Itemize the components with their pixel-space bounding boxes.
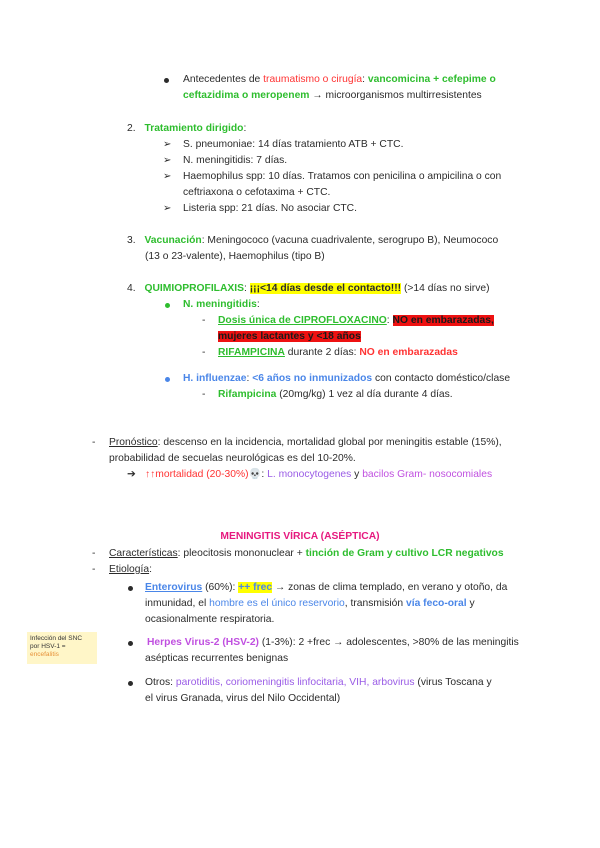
skull-icon: 💀 — [248, 469, 262, 480]
text: con contacto doméstico/clase — [372, 373, 511, 384]
text: : — [243, 123, 247, 134]
sticky-note-line: encefalitis — [30, 651, 59, 658]
list-item-text: S. pneumoniae: 14 días tratamiento ATB + CTC. — [183, 139, 404, 150]
h-influenzae-label: H. influenzae — [183, 373, 247, 384]
list-item — [163, 153, 288, 169]
etiologia-line — [109, 562, 152, 578]
warning-text: NO en embarazadas — [359, 347, 458, 358]
list-number: 2. — [127, 123, 136, 134]
herpes-line-1 — [147, 635, 519, 651]
text: : — [362, 74, 368, 85]
text: : — [149, 564, 152, 575]
item-3-line-2: (13 o 23-valente), Haemophilus (tipo B) — [145, 251, 325, 262]
list-item — [163, 169, 502, 185]
text: (1-3%): 2 +frec → adolescentes, >80% de las meningitis — [258, 637, 519, 648]
bullet-dot-icon — [164, 78, 169, 83]
herpes-line-2: asépticas recurrentes benignas — [145, 653, 289, 664]
pronostico-label: Pronóstico — [109, 437, 158, 448]
list-item-text: ceftriaxona o cefotaxima + CTC. — [183, 187, 331, 198]
tratamiento-dirigido-heading: Tratamiento dirigido — [144, 123, 244, 134]
vacunacion-heading: Vacunación — [144, 235, 202, 246]
text: : descenso en la incidencia, mortalidad global por meningitis estable (15%), — [157, 437, 502, 448]
virus-list-text: parotiditis, coriomeningitis linfocitaria, VIH, arbovirus — [175, 677, 415, 688]
pathogen-text: bacilos Gram- nosocomiales — [362, 469, 493, 480]
quimioprofilaxis-heading: QUIMIOPROFILAXIS — [144, 283, 245, 294]
bullet-dot-icon — [165, 377, 170, 382]
ciprofloxacino-line-1 — [218, 313, 494, 329]
enterovirus-line-1 — [145, 580, 507, 596]
dash-bullet: - — [92, 548, 96, 559]
enterovirus-line-3: ocasionalmente respiratoria. — [145, 614, 275, 625]
text: Antecedentes de — [183, 74, 264, 85]
list-item — [163, 137, 404, 153]
text: → microorganismos multirresistentes — [309, 90, 482, 101]
list-item-text: Listeria spp: 21 días. No asociar CTC. — [183, 203, 357, 214]
text: Otros: — [145, 677, 176, 688]
enterovirus-text: Enterovirus — [145, 582, 203, 593]
text: (virus Toscana y — [414, 677, 492, 688]
highlight-text: ++ frec — [238, 582, 273, 593]
caracteristicas-line — [109, 546, 504, 562]
section-title: MENINGITIS VÍRICA (ASÉPTICA) — [220, 531, 380, 542]
arrow-icon: ➔ — [127, 469, 136, 480]
arrow-bullet-icon: ➢ — [163, 171, 172, 182]
highlight-text: <6 años no inmunizados — [252, 373, 373, 384]
antibiotics-text: vancomicina + cefepime o — [367, 74, 496, 85]
list-number: 3. — [127, 235, 136, 246]
hi-line — [183, 371, 510, 387]
pathogen-text: L. monocytogenes — [267, 469, 352, 480]
text: durante 2 días: — [284, 347, 360, 358]
otros-line-1 — [145, 675, 492, 691]
dash-bullet: - — [92, 437, 96, 448]
bullet-dot-icon — [128, 641, 133, 646]
mortalidad-text: ↑↑mortalidad (20-30%) — [145, 469, 249, 480]
otros-line-2: el virus Granada, virus del Nilo Occidental) — [145, 693, 341, 704]
text: (>14 días no sirve) — [401, 283, 490, 294]
highlight-text: hombre es el único reservorio — [209, 598, 345, 609]
dash-bullet: - — [202, 315, 206, 326]
etiologia-label: Etiología — [109, 564, 150, 575]
n-meningitidis-label: N. meningitidis — [183, 299, 257, 310]
arrow-bullet-icon: ➢ — [163, 139, 172, 150]
list-item-text: N. meningitidis: 7 días. — [183, 155, 288, 166]
bullet-dot-icon — [165, 303, 170, 308]
pronostico-line-2: probabilidad de secuelas neurológicas es del 10-20%. — [109, 453, 356, 464]
text: : — [244, 283, 250, 294]
mortalidad-line — [145, 467, 492, 483]
text: : Meningococo (vacuna cuadrivalente, serogrupo B), Neumococo — [201, 235, 499, 246]
text: → zonas de clima templado, en verano y otoño, da — [272, 582, 508, 593]
text: : pleocitosis mononuclear + — [177, 548, 306, 559]
trauma-text: traumatismo o cirugía — [263, 74, 363, 85]
dash-bullet: - — [92, 564, 96, 575]
caracteristicas-label: Características — [109, 548, 178, 559]
text: (20mg/kg) 1 vez al día durante 4 días. — [276, 389, 453, 400]
list-item — [163, 201, 357, 217]
bullet-dot-icon — [128, 681, 133, 686]
sticky-note — [27, 632, 97, 664]
rifampicina-text: Rifampicina — [218, 389, 277, 400]
item-2-heading — [127, 121, 246, 137]
text: , transmisión — [344, 598, 406, 609]
item-4-heading — [127, 281, 490, 297]
list-item-text: Haemophilus spp: 10 días. Tratamos con penicilina o ampicilina o con — [183, 171, 502, 182]
text: y — [351, 469, 363, 480]
dash-bullet: - — [202, 389, 206, 400]
sticky-note-line: Infección del SNC — [30, 635, 83, 642]
dash-bullet: - — [202, 347, 206, 358]
text: : — [261, 469, 268, 480]
text: inmunidad, el — [145, 598, 210, 609]
rifampicina-hi-line — [218, 387, 453, 403]
text: : — [386, 315, 393, 326]
text: Dosis única de — [218, 315, 294, 326]
antibiotics-text: ceftazidima o meropenem — [183, 90, 310, 101]
list-number: 4. — [127, 283, 136, 294]
text: : — [256, 299, 260, 310]
arrow-bullet-icon: ➢ — [163, 155, 172, 166]
sticky-note-line: por HSV-1 = — [30, 643, 66, 650]
rifampicina-line — [218, 345, 458, 361]
highlight-text: vía feco-oral — [405, 598, 467, 609]
enterovirus-line-2 — [145, 596, 475, 612]
bullet-dot-icon — [128, 586, 133, 591]
highlight-text: ¡¡¡<14 días desde el contacto!!! — [249, 283, 402, 294]
antecedentes-line-1 — [183, 72, 496, 88]
arrow-bullet-icon: ➢ — [163, 203, 172, 214]
ciprofloxacino-text: CIPROFLOXACINO — [293, 315, 387, 326]
rifampicina-text: RIFAMPICINA — [218, 347, 285, 358]
text: y — [466, 598, 475, 609]
text: (60%): — [202, 582, 239, 593]
warning-text: mujeres lactantes y <18 años — [218, 331, 361, 342]
item-3-line-1 — [127, 233, 498, 249]
text: : — [246, 373, 253, 384]
antecedentes-line-2 — [183, 88, 482, 104]
pronostico-line-1 — [109, 435, 502, 451]
herpes-text: Herpes Virus-2 (HSV-2) — [147, 637, 259, 648]
ciprofloxacino-line-2 — [218, 329, 361, 345]
highlight-text: tinción de Gram y cultivo LCR negativos — [305, 548, 504, 559]
nm-label-line — [183, 297, 260, 313]
warning-text: NO en embarazadas, — [392, 315, 494, 326]
